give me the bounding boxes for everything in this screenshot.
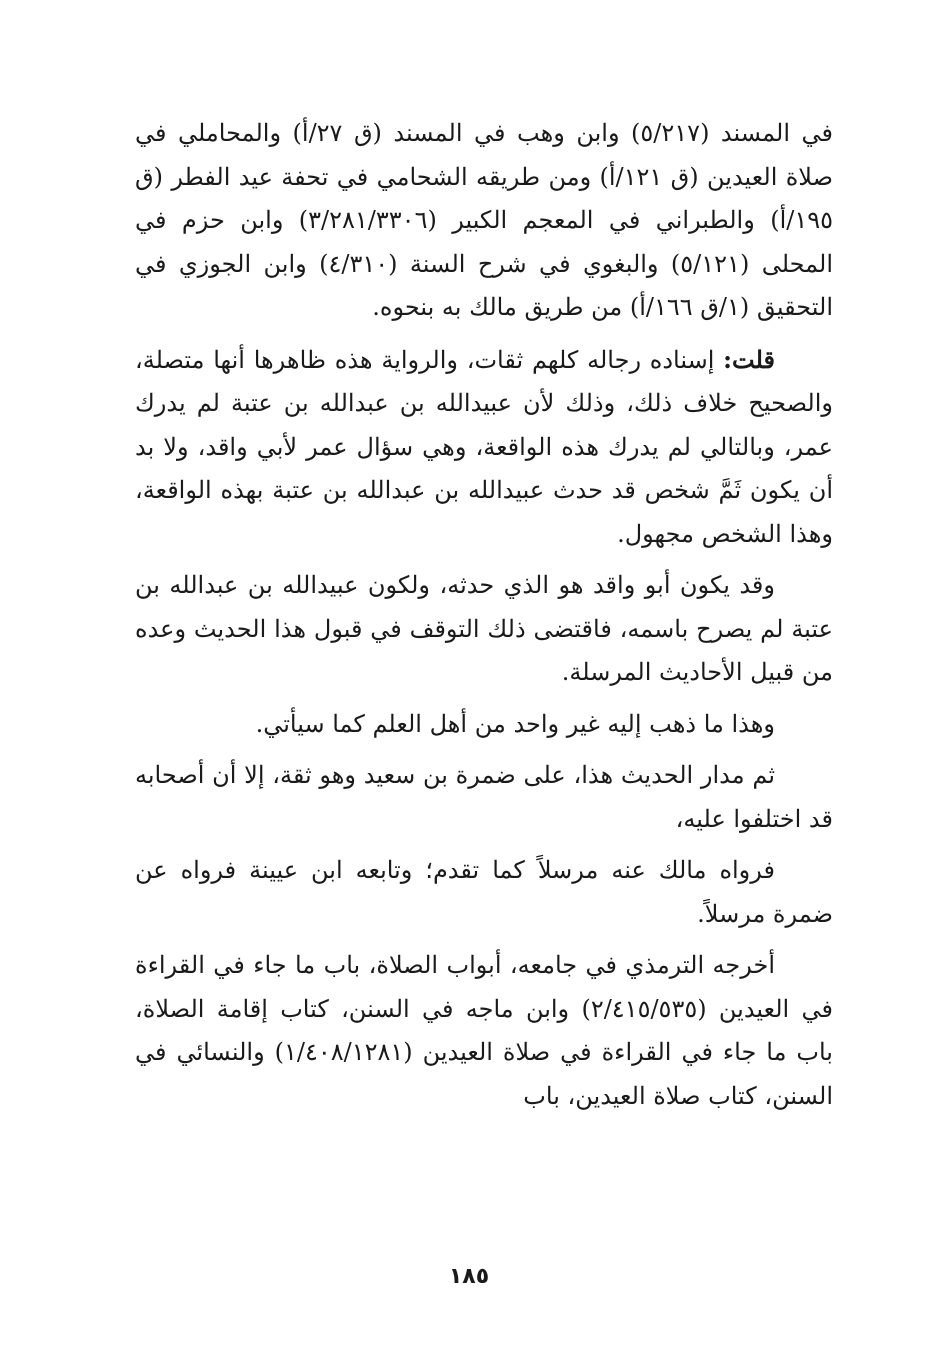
paragraph-chain: [135, 754, 833, 841]
paragraph-text: أخرجه الترمذي في جامعه، أبواب الصلاة، باب ما جاء في القراءة في العيدين (٢/٤١٥/٥٣٥) وابن ماجه في السنن، كتاب إقامة الصلاة، باب ما جاء في القراءة في صلاة العيدين (١/٤٠٨/١٢٨١) والنسائي في السنن، كتاب صلاة العيدين، باب: [135, 951, 833, 1110]
paragraph-text: ثم مدار الحديث هذا، على ضمرة بن سعيد وهو ثقة، إلا أن أصحابه قد اختلفوا عليه،: [135, 761, 833, 833]
paragraph-possibility: [135, 564, 833, 695]
page-number: ١٨٥: [448, 1264, 490, 1289]
paragraph-text: وهذا ما ذهب إليه غير واحد من أهل العلم كما سيأتي.: [255, 709, 775, 738]
paragraph-lead: قلت:: [723, 344, 775, 374]
paragraph-scholars: [135, 703, 833, 747]
paragraph-tirmidhi: [135, 944, 833, 1118]
paragraph-text: وقد يكون أبو واقد هو الذي حدثه، ولكون عبيدالله بن عبدالله بن عتبة لم يصرح باسمه، فاقتضى ذلك التوقف في قبول هذا الحديث وعده من قبيل الأحاديث المرسلة.: [135, 571, 833, 686]
paragraph-references: [135, 112, 833, 330]
paragraph-text: في المسند (٥/٢١٧) وابن وهب في المسند (ق ٢٧/أ) والمحاملي في صلاة العيدين (ق ١٢١/أ) ومن طريقه الشحامي في تحفة عيد الفطر (ق ١٩٥/أ) والطبراني في المعجم الكبير (٣/٢٨١/٣٣٠٦) وابن حزم في المحلى (٥/١٢١) والبغوي في شرح السنة (٤/٣١٠) وابن الجوزي في التحقيق (١/ق ١٦٦/أ) من طريق مالك به بنحوه.: [135, 119, 834, 321]
paragraph-text: فرواه مالك عنه مرسلاً كما تقدم؛ وتابعه ابن عيينة فرواه عن ضمرة مرسلاً.: [135, 856, 833, 928]
paragraph-malik: [135, 849, 833, 936]
paragraph-text: إسناده رجاله كلهم ثقات، والرواية هذه ظاهرها أنها متصلة، والصحيح خلاف ذلك، وذلك لأن عبيدالله بن عبدالله بن عتبة لم يدرك عمر، وبالتالي لم يدرك هذه الواقعة، وهي سؤال عمر لأبي واقد، ولا بد أن يكون ثَمَّ شخص قد حدث عبيدالله بن عبدالله بن عتبة بهذه الواقعة، وهذا الشخص مجهول.: [135, 345, 833, 548]
paragraph-analysis: [135, 338, 833, 557]
document-page: [135, 112, 833, 1118]
